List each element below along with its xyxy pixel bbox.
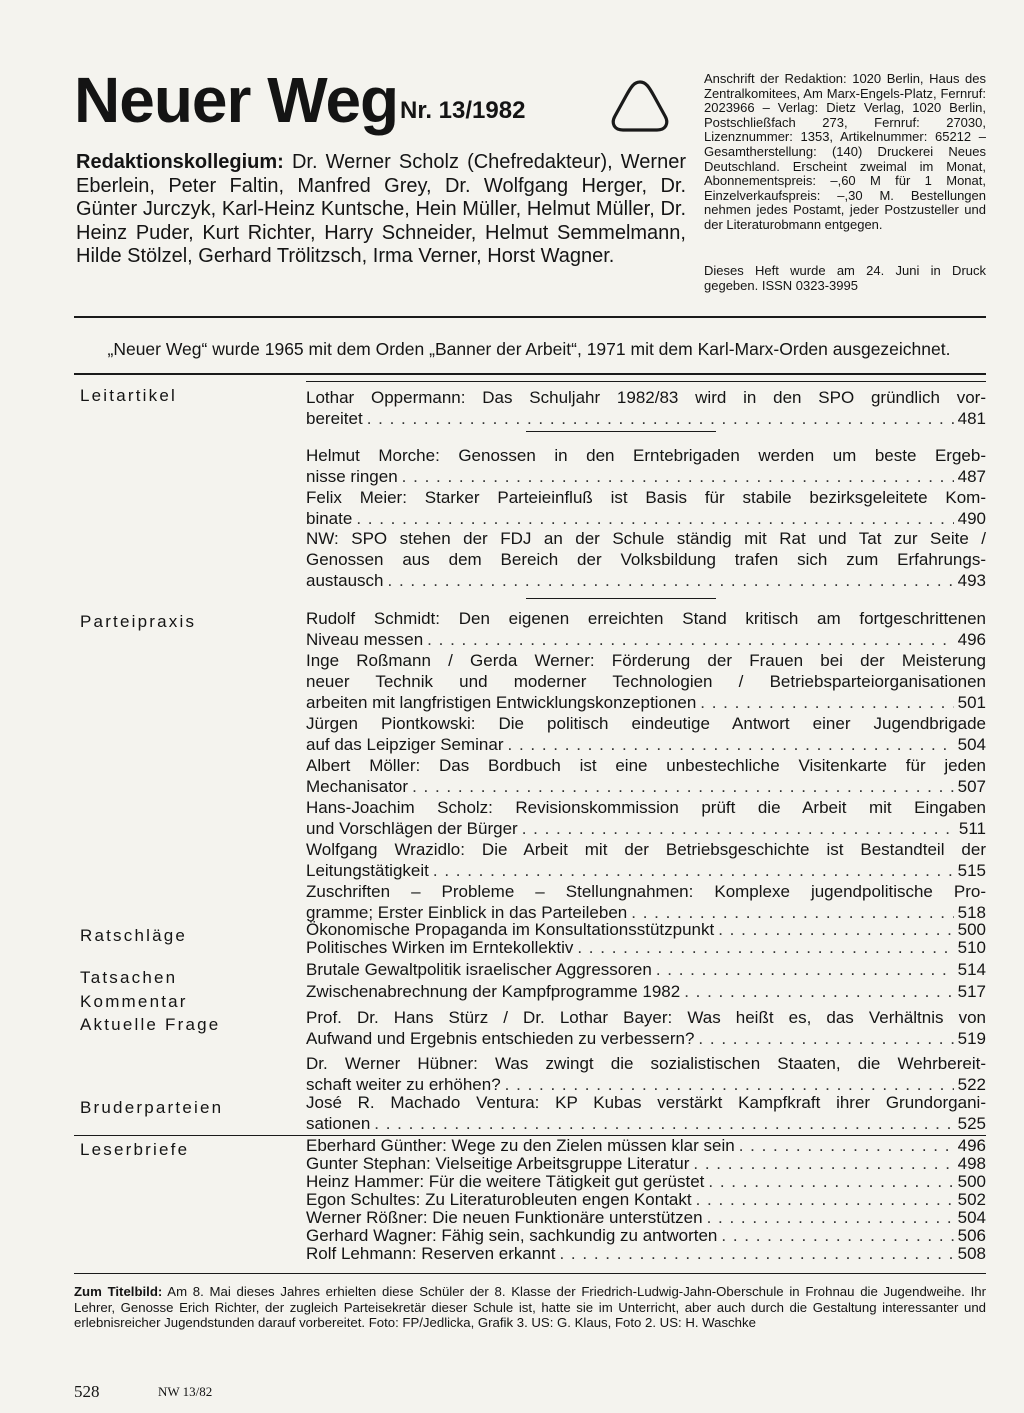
entry-line: binate	[306, 509, 353, 528]
toc-top-rule	[306, 381, 986, 382]
page-ref: 501	[957, 693, 986, 712]
print-note: Dieses Heft wurde am 24. Juni in Druck gegeben. ISSN 0323-3995	[704, 263, 986, 293]
entry-line: Genossen aus dem Bereich der Volksbildung trafen sich zum Erfahrungs-	[306, 550, 986, 569]
page-ref: 525	[957, 1114, 986, 1133]
entry-line: Jürgen Piontkowski: Die politisch eindeutige Antwort einer Jugendbrigade	[306, 714, 986, 733]
magazine-title: Neuer Weg	[74, 64, 399, 136]
toc-entry	[306, 713, 986, 755]
entry-line: nisse ringen	[306, 467, 398, 486]
award-divider	[74, 373, 986, 375]
caption-label: Zum Titelbild:	[74, 1284, 163, 1299]
leader-dots	[427, 629, 953, 650]
entry-line: Albert Möller: Das Bordbuch ist eine unbestechliche Visitenkarte für jeden	[306, 756, 986, 775]
page-number: 528	[74, 1382, 100, 1401]
entry-line: Niveau messen	[306, 630, 424, 649]
leader-dots	[708, 1173, 953, 1191]
page-ref: 504	[957, 1208, 986, 1227]
leader-dots	[522, 818, 955, 839]
toc-entry	[306, 487, 986, 529]
entry-line: neuer Technik und moderner Technologien / Betriebsparteiorganisationen	[306, 672, 986, 691]
section-aktuelle-frage: Aktuelle Frage	[80, 1015, 221, 1034]
toc-entry	[306, 650, 986, 713]
entry-line: sationen	[306, 1114, 371, 1133]
page-ref: 510	[957, 938, 986, 957]
issue-reference: NW 13/82	[158, 1384, 213, 1399]
entry-line: Wolfgang Wrazidlo: Die Arbeit mit der Betriebsgeschichte ist Bestandteil der	[306, 840, 986, 859]
toc-entry	[306, 881, 986, 923]
leader-dots	[721, 1227, 953, 1245]
editorial-board	[76, 151, 686, 269]
entry-line: José R. Machado Ventura: KP Kubas verstärkt Kampfkraft ihrer Grundorgani-	[306, 1093, 986, 1112]
toc-entry	[306, 1092, 986, 1134]
leader-dots	[684, 981, 953, 1002]
leader-dots	[367, 408, 954, 429]
leader-dots	[559, 1245, 953, 1263]
page-ref: 511	[958, 819, 986, 838]
page-ref: 498	[957, 1154, 986, 1173]
toc-entry	[306, 755, 986, 797]
page-ref: 487	[957, 467, 986, 486]
entry-line: arbeiten mit langfristigen Entwicklungskonzeptionen	[306, 693, 697, 712]
entry-line: Werner Rößner: Die neuen Funktionäre unterstützen	[306, 1208, 703, 1227]
entry-line: Hans-Joachim Scholz: Revisionskommission prüft die Arbeit mit Eingaben	[306, 798, 986, 817]
leader-dots	[739, 1137, 954, 1155]
toc-entry	[306, 1007, 986, 1049]
entry-line: Felix Meier: Starker Parteieinfluß ist Basis für stabile bezirksgeleitete Kom-	[306, 488, 986, 507]
page-ref: 490	[957, 509, 986, 528]
leader-dots	[356, 508, 953, 529]
leader-dots	[693, 1155, 953, 1173]
page-ref: 500	[957, 1172, 986, 1191]
entry-line: Dr. Werner Hübner: Was zwingt die sozialistischen Staaten, die Wehrbereit-	[306, 1054, 986, 1073]
page-ref: 493	[957, 571, 986, 590]
toc-entry	[306, 608, 986, 650]
leader-dots	[374, 1113, 953, 1134]
page-ref: 496	[957, 630, 986, 649]
entry-line: Rolf Lehmann: Reserven erkannt	[306, 1244, 556, 1263]
toc-entry	[306, 959, 986, 980]
entry-line: Ökonomische Propaganda im Konsultationsstützpunkt	[306, 920, 715, 939]
entry-line: Gerhard Wagner: Fähig sein, sachkundig zu antworten	[306, 1226, 718, 1245]
entry-line: Eberhard Günther: Wege zu den Zielen müssen klar sein	[306, 1136, 735, 1155]
entry-line: Mechanisator	[306, 777, 409, 796]
toc-entry	[306, 937, 986, 958]
letters-list	[306, 1137, 986, 1263]
entry-line: Rudolf Schmidt: Den eigenen erreichten Stand kritisch am fortgeschrittenen	[306, 609, 986, 628]
entry-line: Lothar Oppermann: Das Schuljahr 1982/83 wird in den SPO gründlich vor-	[306, 388, 986, 407]
toc-entry	[306, 839, 986, 881]
toc-entry	[306, 445, 986, 487]
entry-line: und Vorschlägen der Bürger	[306, 819, 518, 838]
entry-line: Leitungstätigkeit	[306, 861, 429, 880]
page-ref: 504	[957, 735, 986, 754]
leader-dots	[700, 692, 953, 713]
page-ref: 522	[957, 1075, 986, 1094]
leader-dots	[508, 734, 954, 755]
section-kommentar: Kommentar	[80, 992, 188, 1011]
toc-entry	[306, 797, 986, 839]
page-ref: 507	[957, 777, 986, 796]
entry-line: Brutale Gewaltpolitik israelischer Aggressoren	[306, 960, 652, 979]
entry-line: Politisches Wirken im Erntekollektiv	[306, 938, 574, 957]
page-ref: 519	[957, 1029, 986, 1048]
leader-dots	[388, 570, 954, 591]
editorial-board-names: Dr. Werner Scholz (Chefredakteur), Werner Eberlein, Peter Faltin, Manfred Grey, Dr. Wolfgang Herger, Dr. Günter Jurczyk, Karl-Heinz Kuntsche, Hein Müller, Helmut Müller, Dr. Heinz Puder, Kurt Richter, Harry Schneider, Helmut Semmelmann, Hilde Stölzel, Gerhard Trölitzsch, Irma Verner, Horst Wagner.	[76, 151, 687, 267]
entry-line: Gunter Stephan: Vielseitige Arbeitsgruppe Literatur	[306, 1154, 690, 1173]
leader-dots	[402, 466, 954, 487]
leader-dots	[412, 776, 954, 797]
toc-bottom-rule	[74, 1273, 986, 1274]
award-line: „Neuer Weg“ wurde 1965 mit dem Orden „Banner der Arbeit“, 1971 mit dem Karl-Marx-Orden ausgezeichnet.	[107, 339, 951, 359]
imprint-text: Anschrift der Redaktion: 1020 Berlin, Haus des Zentralkomitees, Am Marx-Engels-Platz, Fernruf: 2023966 – Verlag: Dietz Verlag, 1020 Berlin, Postschließfach 273, Fernruf: 27030, Lizenznummer: 1353, Artikelnummer: 65212 – Gesamtherstellung: (140) Druckerei Neues Deutschland. Erscheint zweimal im Monat, Abonnementspreis: –,60 M für 1 Monat, Einzelverkaufspreis: –,30 M. Bestellungen nehmen jedes Postamt, jeder Postzusteller und der Literaturobmann entgegen.	[704, 71, 986, 232]
page-ref: 506	[957, 1226, 986, 1245]
editorial-board-label: Redaktionskollegium:	[76, 151, 284, 173]
entry-line: NW: SPO stehen der FDJ an der Schule ständig mit Rat und Tat zur Seite /	[306, 529, 986, 548]
page-ref: 515	[957, 861, 986, 880]
section-bruderparteien: Bruderparteien	[80, 1098, 224, 1117]
page-ref: 481	[957, 409, 986, 428]
page-ref: 518	[957, 903, 986, 922]
page-ref: 500	[957, 920, 986, 939]
leader-dots	[707, 1209, 954, 1227]
leader-dots	[577, 937, 953, 958]
toc-entry	[306, 981, 986, 1002]
short-rule-1	[526, 431, 716, 432]
entry-line: Prof. Dr. Hans Stürz / Dr. Lothar Bayer: Was heißt es, das Verhältnis von	[306, 1008, 986, 1027]
entry-line: Zwischenabrechnung der Kampfprogramme 1982	[306, 982, 681, 1001]
entry-line: austausch	[306, 571, 384, 590]
issue-number: Nr. 13/1982	[400, 97, 526, 124]
triangle-logo-icon	[608, 78, 672, 134]
short-rule-2	[526, 598, 716, 599]
entry-line: schaft weiter zu erhöhen?	[306, 1075, 501, 1094]
cover-caption	[74, 1284, 986, 1331]
leader-dots	[656, 959, 954, 980]
header-divider	[74, 316, 986, 318]
caption-text: Am 8. Mai dieses Jahres erhielten diese Schüler der 8. Klasse der Friedrich-Ludwig-Jahn-Oberschule in Frohnau die Jugendweihe. Ihr Lehrer, Genosse Erich Richter, der zugleich Parteisekretär dieser Schule ist, hatte sie im Unterricht, aber auch durch die Gestaltung interessanter und erlebnisreicher Jugendstunden darauf vorbereitet. Foto: FP/Jedlicka, Grafik 3. US: G. Klaus, Foto 2. US: H. Waschke	[74, 1284, 987, 1331]
entry-line: bereitet	[306, 409, 363, 428]
entry-line: auf das Leipziger Seminar	[306, 735, 504, 754]
entry-line: Inge Roßmann / Gerda Werner: Förderung der Frauen bei der Meisterung	[306, 651, 986, 670]
section-leserbriefe: Leserbriefe	[80, 1140, 190, 1159]
entry-line: Aufwand und Ergebnis entschieden zu verbessern?	[306, 1029, 695, 1048]
leader-dots	[433, 860, 954, 881]
toc-entry	[306, 528, 986, 591]
entry-line: Egon Schultes: Zu Literaturobleuten engen Kontakt	[306, 1190, 692, 1209]
entry-line: Helmut Morche: Genossen in den Erntebrigaden werden um beste Ergeb-	[306, 446, 986, 465]
section-tatsachen: Tatsachen	[80, 968, 178, 987]
toc-entry	[306, 1053, 986, 1095]
entry-line: Heinz Hammer: Für die weitere Tätigkeit gut gerüstet	[306, 1172, 705, 1191]
page-ref: 517	[957, 982, 986, 1001]
leader-dots	[698, 1028, 953, 1049]
section-leitartikel: Leitartikel	[80, 386, 177, 405]
page-ref: 496	[957, 1136, 986, 1155]
page-ref: 508	[957, 1244, 986, 1263]
entry-line: Zuschriften – Probleme – Stellungnahmen: Komplexe jugendpolitische Pro-	[306, 882, 986, 901]
leader-dots	[696, 1191, 954, 1209]
page-ref: 514	[957, 960, 986, 979]
section-parteipraxis: Parteipraxis	[80, 612, 197, 631]
section-ratschlaege: Ratschläge	[80, 926, 188, 945]
page-ref: 502	[957, 1190, 986, 1209]
toc-entry	[306, 387, 986, 429]
entry-line: gramme; Erster Einblick in das Parteileben	[306, 903, 628, 922]
